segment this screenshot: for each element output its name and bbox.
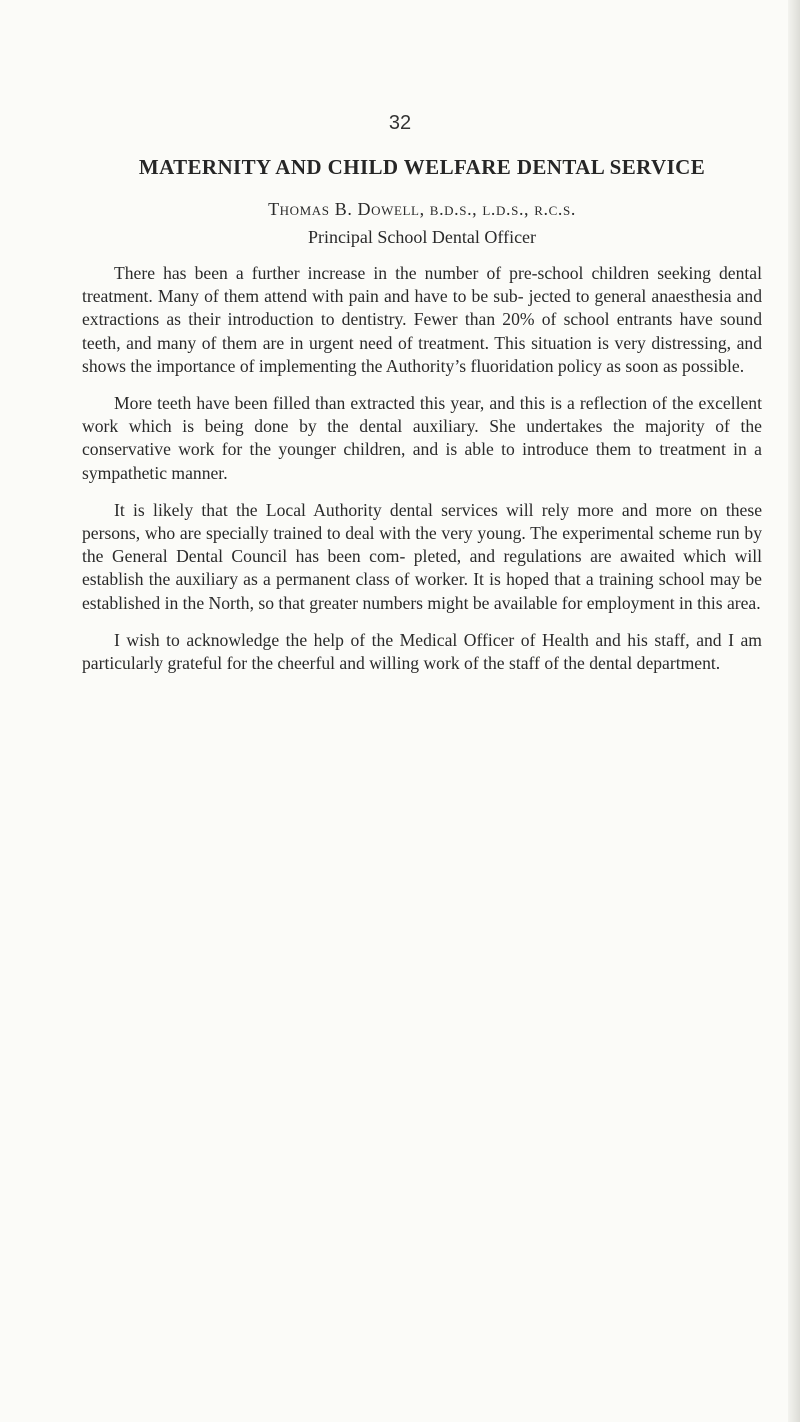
page-number: 32 — [388, 112, 412, 134]
paragraph-3: It is likely that the Local Authority dental services will rely more and more on these persons, who are specially trained to deal with the very young. The experimental scheme run by the General Dental Council has been com- pleted, and regulations are awaited which will establish the auxiliary as a permanent class of worker. It is hoped that a training school may be established in the North, so that greater numbers might be available for employment in this area. — [82, 499, 762, 613]
page-edge-shadow — [788, 0, 800, 1422]
document-title: MATERNITY AND CHILD WELFARE DENTAL SERVICE — [138, 155, 706, 179]
paragraph-1: There has been a further increase in the number of pre-school children seeking dental treatment. Many of them attend with pain and have to be sub- jected to general anaesthesia and extractions as their introduction to dentistry. Fewer than 20% of school entrants have sound teeth, and many of them are in urgent need of treatment. This situation is very distressing, and shows the importance of implementing the Authority’s fluoridation policy as soon as possible. — [82, 263, 762, 376]
author-line: Thomas B. Dowell, b.d.s., l.d.s., r.c.s. — [268, 199, 576, 219]
author-role: Principal School Dental Officer — [307, 227, 537, 247]
document-body — [82, 152, 762, 675]
paragraph-4: I wish to acknowledge the help of the Medical Officer of Health and his staff, and I am particularly grateful for the cheerful and willing work of the staff of the dental department. — [82, 629, 762, 674]
paragraph-2: More teeth have been filled than extracted this year, and this is a reflection of the excellent work which is being done by the dental auxiliary. She undertakes the majority of the conservative work for the younger children, and is able to introduce them to treatment in a sympathetic manner. — [82, 393, 762, 483]
